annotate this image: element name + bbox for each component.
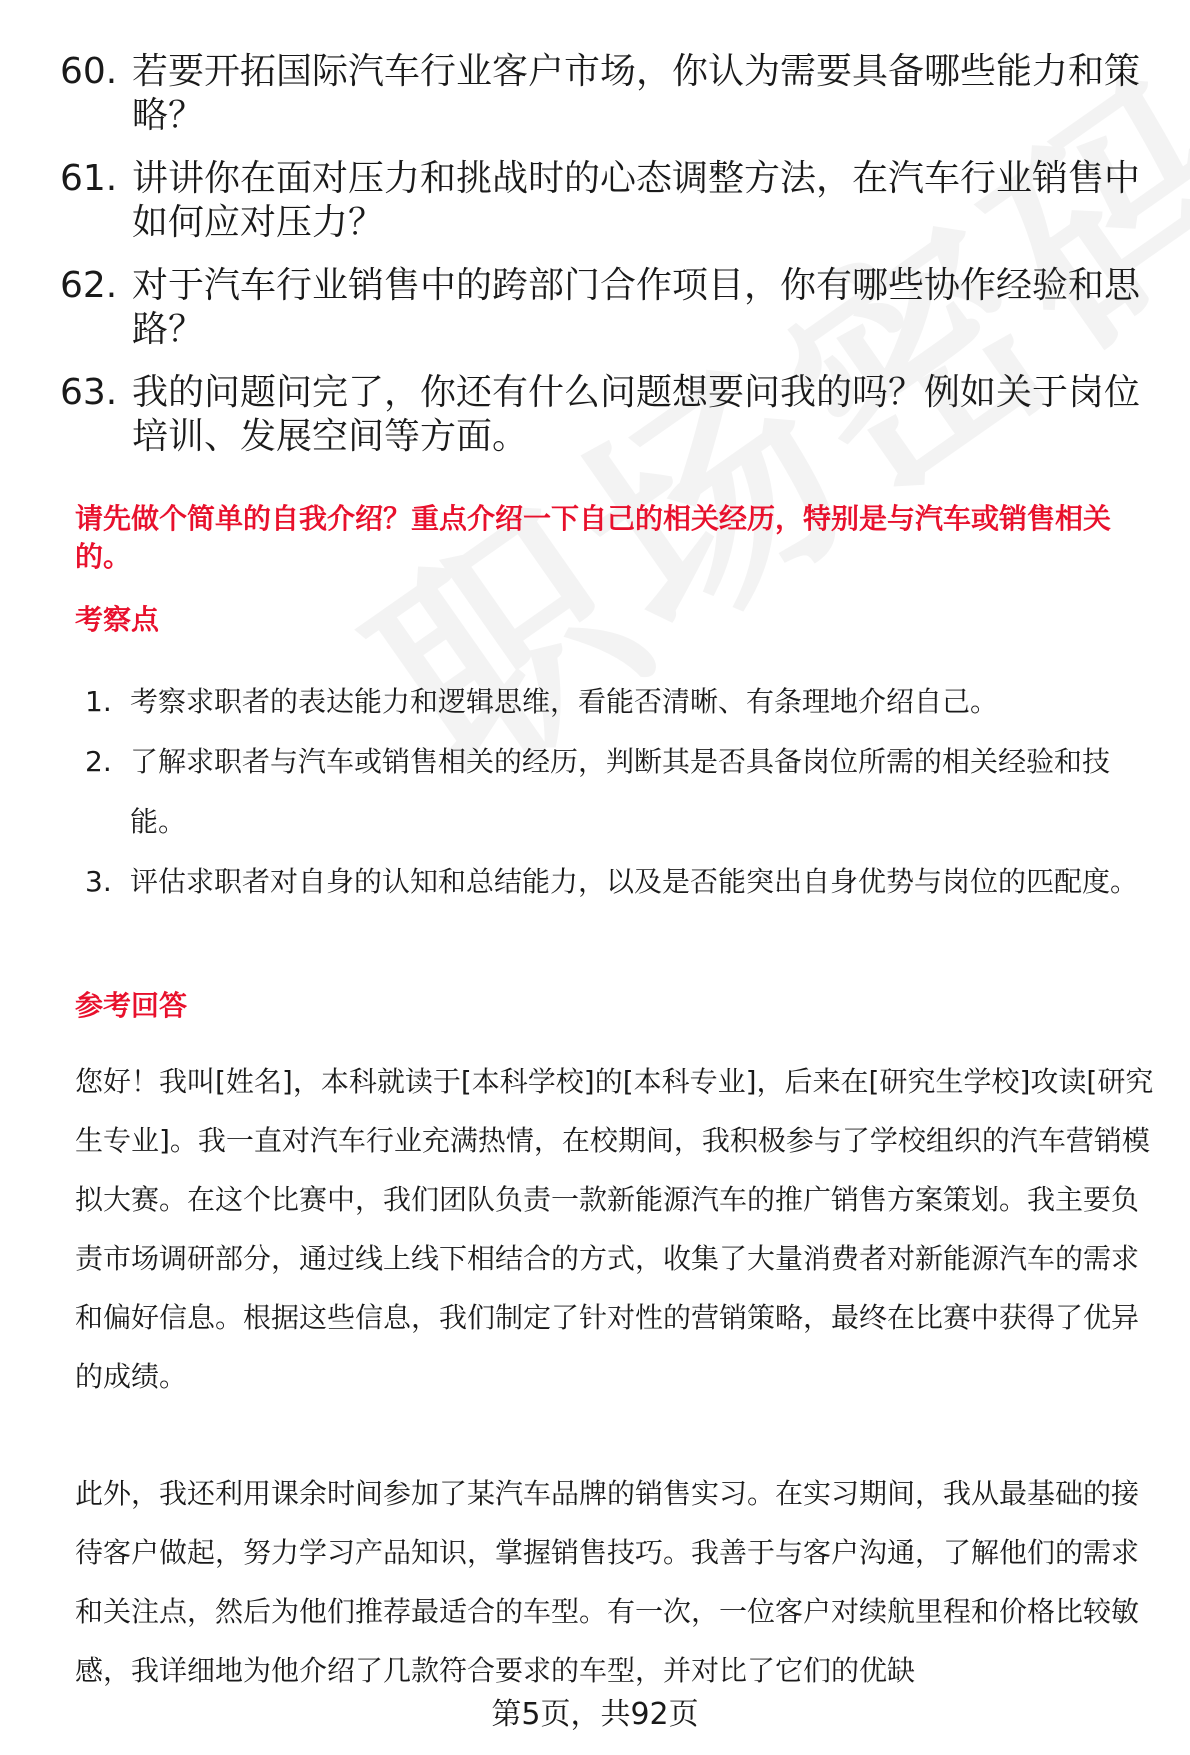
page-footer: 第5页，共92页	[491, 1697, 699, 1732]
question-number: 60.	[60, 51, 118, 92]
question-number: 61.	[60, 158, 118, 199]
question-headline: 请先做个简单的自我介绍？重点介绍一下自己的相关经历，特别是与汽车或销售相关的。	[75, 502, 1112, 573]
point-text: 评估求职者对自身的认知和总结能力，以及是否能突出自身优势与岗位的匹配度。	[130, 865, 1139, 898]
question-item	[60, 157, 1150, 245]
question-text: 我的问题问完了，你还有什么问题想要问我的吗？例如关于岗位培训、发展空间等方面。	[132, 372, 1141, 457]
question-text: 若要开拓国际汽车行业客户市场，你认为需要具备哪些能力和策略？	[132, 51, 1141, 136]
answer-paragraph: 您好！我叫[姓名]，本科就读于[本科学校]的[本科专业]，后来在[研究生学校]攻读[研究生专业]。我一直对汽车行业充满热情，在校期间，我积极参与了学校组织的汽车营销模拟大赛。在这个比赛中，我们团队负责一款新能源汽车的推广销售方案策划。我主要负责市场调研部分，通过线上线下相结合的方式，收集了大量消费者对新能源汽车的需求和偏好信息。根据这些信息，我们制定了针对性的营销策略，最终在比赛中获得了优异的成绩。	[75, 1065, 1154, 1393]
exam-point-item	[85, 732, 1160, 852]
question-list	[60, 50, 1150, 478]
point-number: 3.	[85, 865, 112, 898]
question-item	[60, 50, 1150, 138]
exam-point-item	[85, 672, 1160, 732]
question-text: 对于汽车行业销售中的跨部门合作项目，你有哪些协作经验和思路？	[132, 265, 1141, 350]
question-number: 63.	[60, 372, 118, 413]
answer-paragraph: 此外，我还利用课余时间参加了某汽车品牌的销售实习。在实习期间，我从最基础的接待客户做起，努力学习产品知识，掌握销售技巧。我善于与客户沟通，了解他们的需求和关注点，然后为他们推荐最适合的车型。有一次，一位客户对续航里程和价格比较敏感，我详细地为他介绍了几款符合要求的车型，并对比了它们的优缺	[75, 1477, 1140, 1687]
question-item	[60, 371, 1150, 459]
point-text: 考察求职者的表达能力和逻辑思维，看能否清晰、有条理地介绍自己。	[130, 685, 999, 718]
point-text: 了解求职者与汽车或销售相关的经历，判断其是否具备岗位所需的相关经验和技能。	[130, 745, 1111, 838]
point-number: 2.	[85, 745, 112, 778]
question-item	[60, 264, 1150, 352]
exam-point-item	[85, 852, 1160, 912]
question-number: 62.	[60, 265, 118, 306]
exam-points-list	[85, 672, 1160, 912]
section-title-exam-points: 考察点	[75, 603, 160, 636]
question-text: 讲讲你在面对压力和挑战时的心态调整方法，在汽车行业销售中如何应对压力？	[132, 158, 1141, 243]
section-title-reference-answer: 参考回答	[75, 989, 188, 1022]
point-number: 1.	[85, 685, 112, 718]
